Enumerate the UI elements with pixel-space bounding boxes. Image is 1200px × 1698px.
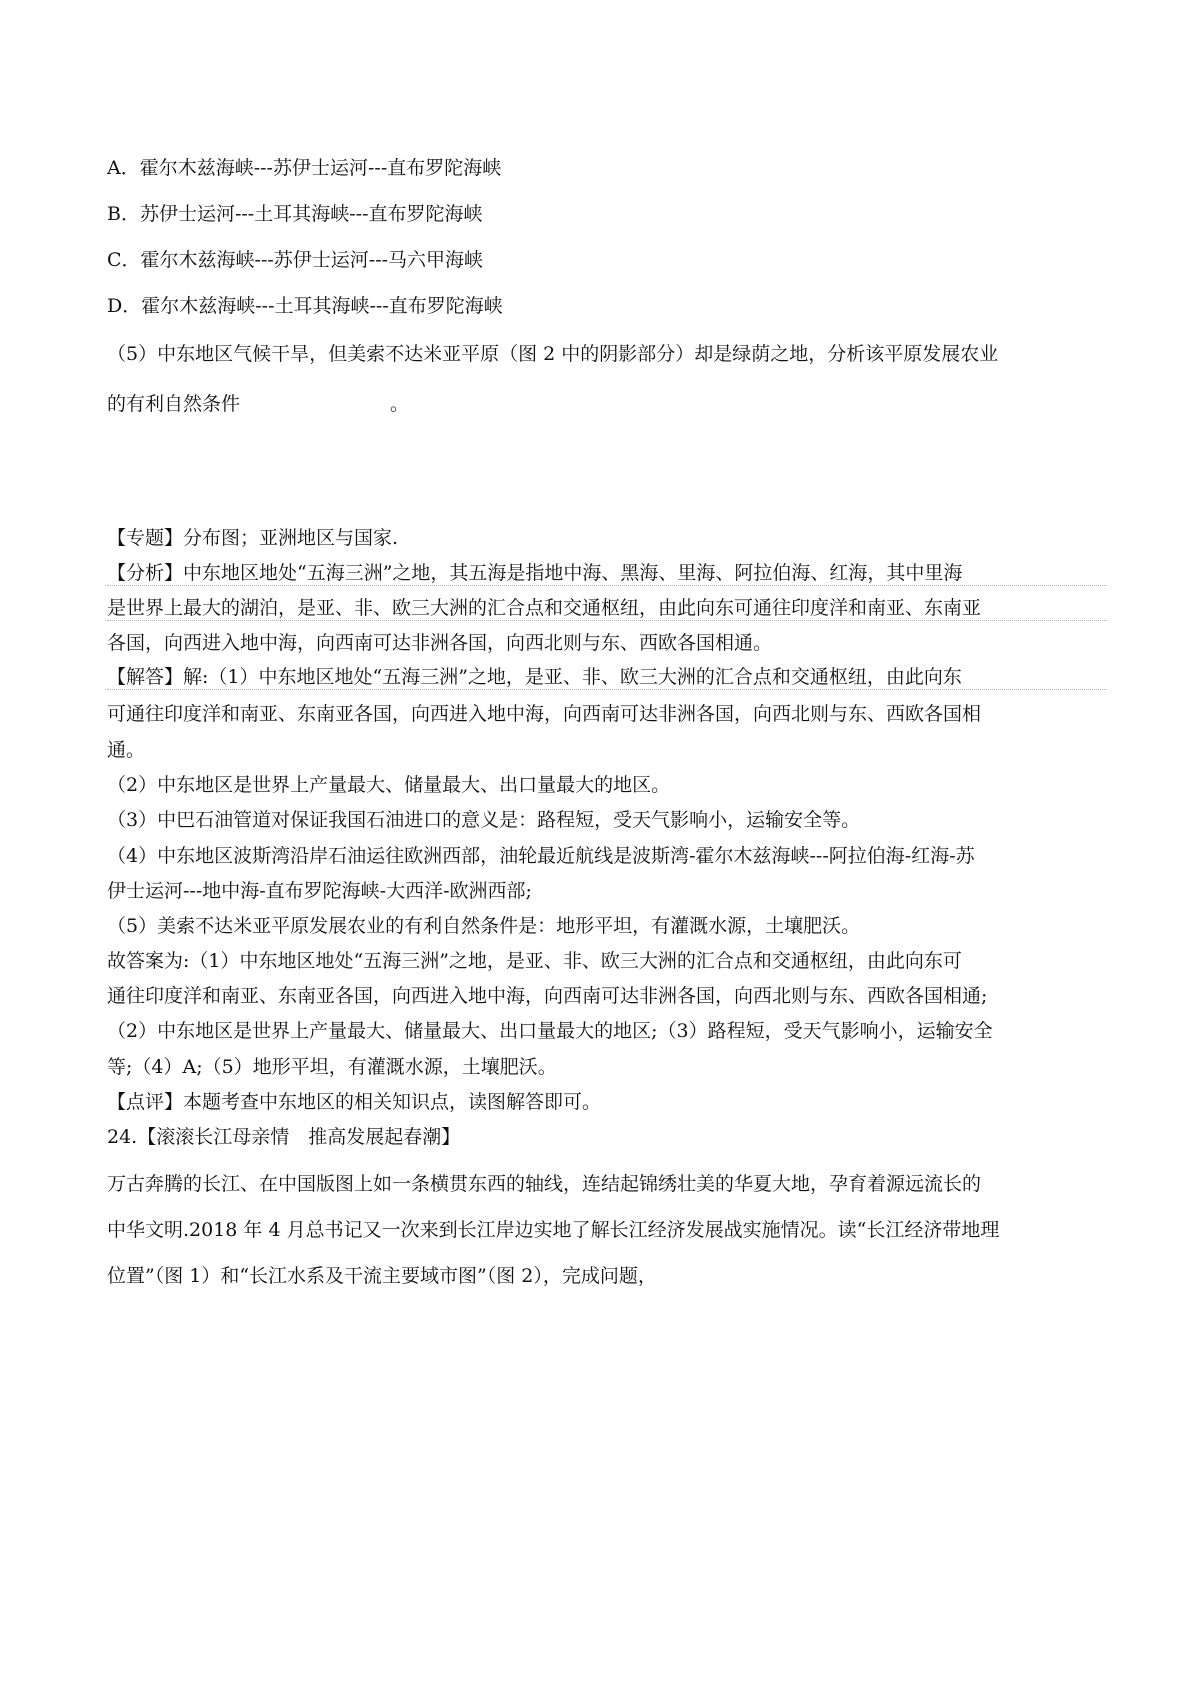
answer-line-3: 通。 [107,739,146,761]
answer-line-9: 故答案为:（1）中东地区地处“五海三洲”之地，是亚、非、欧三大洲的汇合点和交通枢纽，由此向东可 [107,950,962,972]
comment-line: 【点评】本题考查中东地区的相关知识点，读图解答即可。 [107,1091,602,1113]
topic-line: 【专题】分布图；亚洲地区与国家. [107,527,399,549]
answer-line-5: （3）中巴石油管道对保证我国石油进口的意义是：路程短，受天气影响小，运输安全等。 [107,809,861,831]
answer-line-10: 通往印度洋和南亚、东南亚各国，向西进入地中海，向西南可达非洲各国，向西北则与东、西欧各国相通; [107,985,988,1007]
question-5-line-1: （5）中东地区气候干旱，但美索不达米亚平原（图 2 中的阴影部分）却是绿荫之地，分析该平原发展农业 [107,343,999,365]
option-c: C．霍尔木兹海峡---苏伊士运河---马六甲海峡 [107,249,484,271]
answer-line-8: （5）美索不达米亚平原发展农业的有利自然条件是：地形平坦，有灌溉水源，土壤肥沃。 [107,915,861,937]
question-24-body-3: 位置”（图 1）和“长江水系及干流主要域市图”（图 2），完成问题， [107,1265,657,1287]
question-5-prompt: 的有利自然条件 [107,393,241,415]
question-24-body-1: 万古奔腾的长江、在中国版图上如一条横贯东西的轴线，连结起锦绣壮美的华夏大地，孕育着源远流长的 [107,1173,982,1195]
analysis-line-1: 【分析】中东地区地处“五海三洲”之地，其五海是指地中海、黑海、里海、阿拉伯海、红海，其中里海 [107,561,1107,586]
answer-line-12: 等;（4）A;（5）地形平坦，有灌溉水源，土壤肥沃。 [107,1056,557,1078]
answer-line-4: （2）中东地区是世界上产量最大、储量最大、出口量最大的地区。 [107,774,671,796]
question-24-title: 24.【滚滚长江母亲情 推高发展起春潮】 [107,1126,461,1148]
question-5-line-2 [107,392,1107,416]
analysis-line-3: 各国，向西进入地中海，向西南可达非洲各国，向西北则与东、西欧各国相通。 [107,632,773,654]
answer-line-7: 伊士运河---地中海-直布罗陀海峡-大西洋-欧洲西部; [107,880,532,902]
option-d: D．霍尔木兹海峡---土耳其海峡---直布罗陀海峡 [107,295,503,317]
answer-line-2: 可通往印度洋和南亚、东南亚各国，向西进入地中海，向西南可达非洲各国，向西北则与东、西欧各国相 [107,703,982,725]
answer-line-6: （4）中东地区波斯湾沿岸石油运往欧洲西部，油轮最近航线是波斯湾-霍尔木兹海峡---阿拉伯海-红海-苏 [107,845,975,867]
answer-line-11: （2）中东地区是世界上产量最大、储量最大、出口量最大的地区;（3）路程短，受天气影响小，运输安全 [107,1020,993,1042]
question-24-body-2: 中华文明.2018 年 4 月总书记又一次来到长江岸边实地了解长江经济发展战实施情况。读“长江经济带地理 [107,1219,1000,1241]
option-b: B．苏伊士运河---土耳其海峡---直布罗陀海峡 [107,203,483,225]
answer-line-1: 【解答】解:（1）中东地区地处“五海三洲”之地，是亚、非、欧三大洲的汇合点和交通枢纽，由此向东 [107,665,1107,690]
option-a: A．霍尔木兹海峡---苏伊士运河---直布罗陀海峡 [107,157,502,179]
analysis-line-2: 是世界上最大的湖泊，是亚、非、欧三大洲的汇合点和交通枢纽，由此向东可通往印度洋和南亚、东南亚 [107,596,1107,621]
question-5-end: 。 [390,393,410,415]
